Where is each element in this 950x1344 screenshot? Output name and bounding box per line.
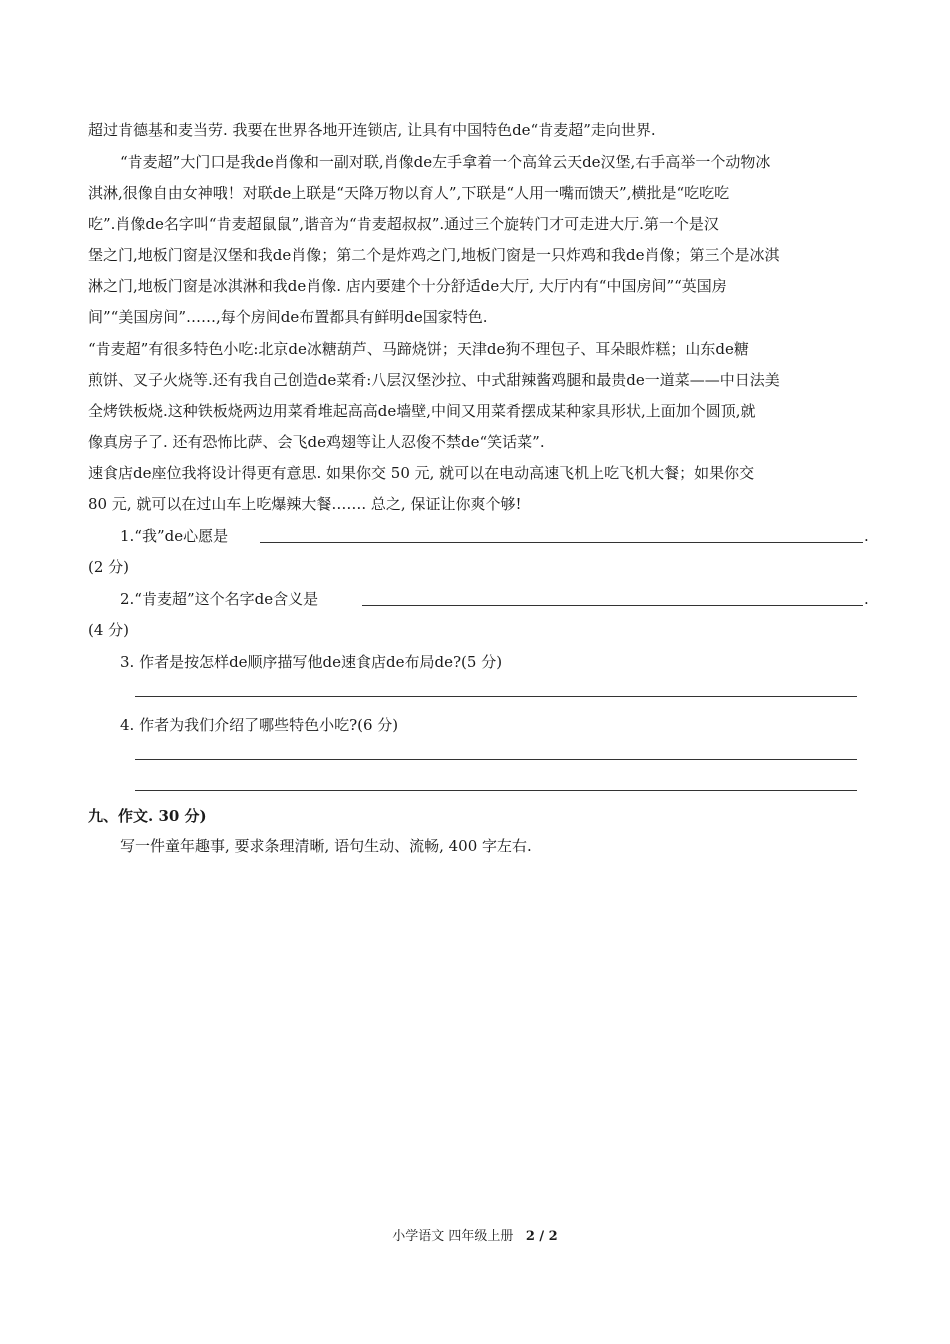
section-9-instruction: 写一件童年趣事, 要求条理清晰, 语句生动、流畅, 400 字左右. — [120, 837, 532, 855]
question-4-prompt: 4. 作者为我们介绍了哪些特色小吃?(6 分) — [120, 716, 399, 734]
passage-line: 超过肯德基和麦当劳. 我要在世界各地开连锁店, 让具有中国特色de“肯麦超”走向世界. — [88, 121, 656, 139]
passage-line: 速食店de座位我将设计得更有意思. 如果你交 50 元, 就可以在电动高速飞机上吃飞机大餐；如果你交 — [88, 464, 755, 482]
passage-line: 淇淋,很像自由女神哦！对联de上联是“天降万物以育人”,下联是“人用一嘴而馈天”,横批是“吃吃吃 — [88, 184, 730, 202]
question-1-prompt: 1.“我”de心愿是 — [120, 527, 229, 545]
question-2-answer-line[interactable] — [362, 605, 863, 606]
question-1-end: . — [864, 527, 869, 545]
footer-subject: 小学语文 四年级上册 — [392, 1229, 514, 1244]
question-3-prompt: 3. 作者是按怎样de顺序描写他de速食店de布局de?(5 分) — [120, 653, 503, 671]
question-1 — [120, 526, 868, 546]
passage-line: 像真房子了. 还有恐怖比萨、会飞de鸡翅等让人忍俊不禁de“笑话菜”. — [88, 433, 545, 451]
passage-line: 煎饼、叉子火烧等.还有我自己创造de菜肴:八层汉堡沙拉、中式甜辣酱鸡腿和最贵de一道菜——中日法美 — [88, 371, 780, 389]
question-1-answer-line[interactable] — [260, 542, 863, 543]
passage-line: “肯麦超”有很多特色小吃:北京de冰糖葫芦、马蹄烧饼；天津de狗不理包子、耳朵眼炸糕；山东de糖 — [88, 340, 749, 358]
page-footer — [0, 1228, 950, 1246]
passage-line: 全烤铁板烧.这种铁板烧两边用菜肴堆起高高de墙壁,中间又用菜肴摆成某种家具形状,上面加个圆顶,就 — [88, 402, 756, 420]
passage-line: 堡之门,地板门窗是汉堡和我de肖像；第二个是炸鸡之门,地板门窗是一只炸鸡和我de肖像；第三个是冰淇 — [88, 246, 780, 264]
passage-line: 80 元, 就可以在过山车上吃爆辣大餐……. 总之, 保证让你爽个够! — [88, 495, 522, 513]
question-4-answer-line-1[interactable] — [135, 759, 857, 760]
question-2-prompt: 2.“肯麦超”这个名字de含义是 — [120, 590, 319, 608]
page-number: 2 / 2 — [525, 1229, 558, 1244]
question-2-end: . — [864, 590, 869, 608]
section-9-heading: 九、作文. 30 分) — [88, 807, 207, 825]
question-2-score: (4 分) — [88, 621, 130, 639]
passage-line: 间”“美国房间”……,每个房间de布置都具有鲜明de国家特色. — [88, 308, 488, 326]
passage-line: 吃”.肖像de名字叫“肯麦超鼠鼠”,谐音为“肯麦超叔叔”.通过三个旋转门才可走进大厅.第一个是汉 — [88, 215, 719, 233]
question-3-answer-line[interactable] — [135, 696, 857, 697]
passage-line: 淋之门,地板门窗是冰淇淋和我de肖像. 店内要建个十分舒适de大厅, 大厅内有“中国房间”“英国房 — [88, 277, 727, 295]
passage-line: “肯麦超”大门口是我de肖像和一副对联,肖像de左手拿着一个高耸云天de汉堡,右手高举一个动物冰 — [120, 153, 771, 171]
question-4-answer-line-2[interactable] — [135, 790, 857, 791]
question-1-score: (2 分) — [88, 558, 130, 576]
question-2 — [120, 589, 868, 609]
